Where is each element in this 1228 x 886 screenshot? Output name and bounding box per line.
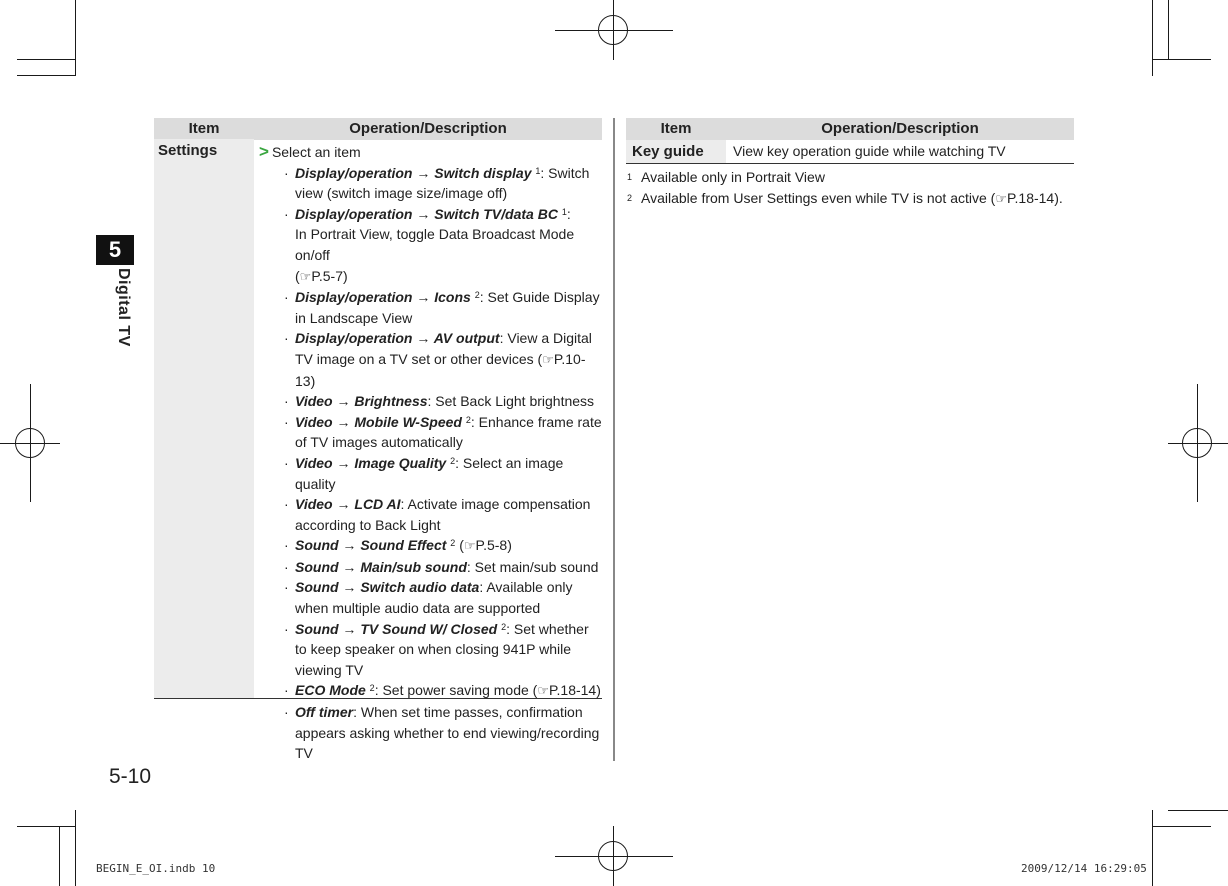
table-header bbox=[154, 118, 602, 140]
footnote-ref: 2 bbox=[501, 621, 507, 632]
registration-mark-right bbox=[1182, 428, 1212, 458]
setting-text: : When set time passes, confirmation appears asking whether to end viewing/recording TV bbox=[295, 704, 600, 762]
setting-name: TV Sound W/ Closed bbox=[360, 620, 498, 637]
setting-text: : Set Back Light brightness bbox=[427, 393, 595, 410]
menu-path: Video bbox=[295, 496, 333, 513]
page-reference: P.10-13 bbox=[295, 350, 586, 389]
header-operation: Operation/Description bbox=[349, 120, 507, 137]
right-arrow-icon: → bbox=[338, 537, 361, 554]
setting-text: : Switch view (switch image size/image off) bbox=[295, 164, 590, 202]
footnote-ref: 2 bbox=[465, 414, 471, 425]
setting-text: ( bbox=[455, 537, 464, 554]
setting-text: : Set Guide Display in Landscape View bbox=[295, 289, 600, 326]
chapter-number: 5 bbox=[96, 235, 134, 265]
right-arrow-icon: → bbox=[332, 454, 355, 471]
setting-text: : Available only when multiple audio data are supported bbox=[295, 579, 573, 617]
setting-name: Switch display bbox=[434, 164, 532, 181]
right-arrow-icon: → bbox=[338, 558, 361, 575]
menu-path: Video bbox=[295, 454, 333, 471]
pointing-hand-icon: ☞ bbox=[299, 268, 312, 284]
list-item bbox=[259, 702, 604, 764]
setting-name: LCD AI bbox=[354, 496, 401, 513]
list-item bbox=[259, 287, 604, 328]
right-arrow-icon: → bbox=[412, 330, 434, 347]
registration-mark-top bbox=[598, 15, 628, 45]
right-arrow-icon: → bbox=[412, 205, 435, 222]
menu-path: Video bbox=[295, 393, 333, 410]
list-item bbox=[259, 391, 604, 412]
page-reference: P.18-14 bbox=[548, 682, 597, 699]
registration-mark-bottom bbox=[598, 841, 628, 871]
header-item: Item bbox=[188, 120, 220, 137]
setting-name: Image Quality bbox=[354, 454, 447, 471]
slug-date: 2009/12/14 16:29:05 bbox=[1021, 862, 1147, 875]
intro-line bbox=[259, 142, 604, 163]
setting-tail: ) bbox=[596, 682, 601, 699]
setting-tail: ) bbox=[507, 537, 512, 554]
setting-name: Icons bbox=[434, 289, 471, 306]
footnote-ref: 2 bbox=[450, 538, 456, 549]
header-operation: Operation/Description bbox=[821, 120, 979, 137]
menu-path: Sound bbox=[295, 620, 339, 637]
page-reference: P.18-14 bbox=[1006, 190, 1055, 206]
chapter-title: Digital TV bbox=[115, 268, 132, 347]
pointing-hand-icon: ☞ bbox=[463, 538, 476, 554]
setting-name: Off timer bbox=[295, 704, 354, 721]
settings-list bbox=[259, 163, 604, 764]
list-item bbox=[259, 577, 604, 618]
footnote-ref: 1 bbox=[561, 206, 567, 217]
menu-path: Display/operation bbox=[295, 289, 413, 306]
footnote-ref: 1 bbox=[535, 165, 541, 176]
footnote-text: Available only in Portrait View bbox=[641, 169, 825, 185]
table-bottom-rule bbox=[626, 163, 1074, 164]
list-item bbox=[259, 328, 604, 391]
list-item bbox=[259, 535, 604, 557]
pointing-hand-icon: ☞ bbox=[542, 351, 554, 367]
menu-path: Display/operation bbox=[295, 164, 413, 181]
setting-text: : Set main/sub sound bbox=[466, 558, 599, 575]
footnote-ref: 2 bbox=[369, 683, 375, 694]
setting-text: : Set whether to keep speaker on when closing 941P while viewing TV bbox=[295, 620, 589, 678]
footnote-ref: 2 bbox=[474, 290, 480, 301]
list-item bbox=[259, 163, 604, 204]
paren: ) bbox=[343, 267, 348, 284]
right-arrow-icon: → bbox=[332, 496, 355, 513]
list-item bbox=[259, 619, 604, 681]
menu-path: Sound bbox=[295, 537, 339, 554]
setting-name: Switch TV/data BC bbox=[434, 205, 558, 222]
list-item bbox=[259, 557, 604, 578]
table-header bbox=[626, 118, 1074, 140]
page-reference: P.5-7 bbox=[311, 267, 343, 284]
footnote-mark: 2 bbox=[627, 193, 633, 203]
setting-text: : Enhance frame rate of TV images automatically bbox=[295, 413, 602, 451]
item-column bbox=[154, 139, 254, 698]
setting-tail: ) bbox=[310, 372, 316, 389]
list-item bbox=[259, 412, 604, 453]
list-item bbox=[259, 204, 604, 287]
setting-text: : Set power saving mode ( bbox=[374, 682, 538, 699]
setting-name: Switch audio data bbox=[360, 579, 480, 596]
slug-file: BEGIN_E_OI.indb 10 bbox=[96, 862, 216, 875]
registration-mark-left bbox=[15, 428, 45, 458]
pointing-hand-icon: ☞ bbox=[537, 683, 549, 699]
menu-path: Display/operation bbox=[295, 330, 413, 347]
key-guide-label: Key guide bbox=[626, 140, 726, 163]
list-item bbox=[259, 494, 604, 535]
setting-text: : Activate image compensation according to Back Light bbox=[295, 496, 591, 533]
right-arrow-icon: → bbox=[332, 393, 355, 410]
header-item: Item bbox=[660, 120, 692, 137]
footnote-2 bbox=[627, 188, 1063, 209]
right-arrow-icon: → bbox=[412, 164, 435, 181]
table-bottom-rule bbox=[154, 698, 602, 699]
menu-path: Video bbox=[295, 413, 333, 430]
setting-text: : bbox=[566, 205, 571, 222]
setting-name: Main/sub sound bbox=[360, 558, 467, 575]
menu-path: Sound bbox=[295, 558, 339, 575]
chevron-right-icon: > bbox=[259, 142, 269, 161]
right-arrow-icon: → bbox=[412, 289, 435, 306]
paren: ( bbox=[295, 267, 300, 284]
footnote-ref: 2 bbox=[450, 455, 456, 466]
footnote-tail: ). bbox=[1054, 190, 1063, 206]
menu-path: Display/operation bbox=[295, 205, 413, 222]
key-guide-description: View key operation guide while watching TV bbox=[733, 143, 1006, 159]
setting-name: AV output bbox=[433, 330, 500, 347]
right-arrow-icon: → bbox=[338, 579, 361, 596]
setting-name: Sound Effect bbox=[360, 537, 447, 554]
setting-name: Brightness bbox=[354, 393, 428, 410]
column-divider bbox=[613, 118, 615, 761]
page-number: 5-10 bbox=[109, 765, 152, 788]
setting-text: : Select an image quality bbox=[295, 454, 564, 492]
right-arrow-icon: → bbox=[338, 620, 361, 637]
footnote-mark: 1 bbox=[627, 172, 633, 182]
list-item bbox=[259, 453, 604, 494]
right-arrow-icon: → bbox=[332, 413, 355, 430]
settings-item-label: Settings bbox=[158, 142, 218, 159]
footnote-1 bbox=[627, 167, 825, 187]
setting-name: ECO Mode bbox=[295, 682, 366, 699]
setting-name: Mobile W-Speed bbox=[354, 413, 462, 430]
footnote-text: Available from User Settings even while TV is not active ( bbox=[641, 190, 996, 206]
intro-text: Select an item bbox=[271, 144, 361, 160]
setting-text-line2: In Portrait View, toggle Data Broadcast Mode on/off bbox=[295, 226, 575, 263]
setting-text: : View a Digital TV image on a TV set or other devices ( bbox=[295, 330, 592, 367]
menu-path: Sound bbox=[295, 579, 339, 596]
pointing-hand-icon: ☞ bbox=[995, 191, 1007, 206]
settings-description bbox=[259, 142, 604, 764]
page-reference: P.5-8 bbox=[475, 537, 508, 554]
